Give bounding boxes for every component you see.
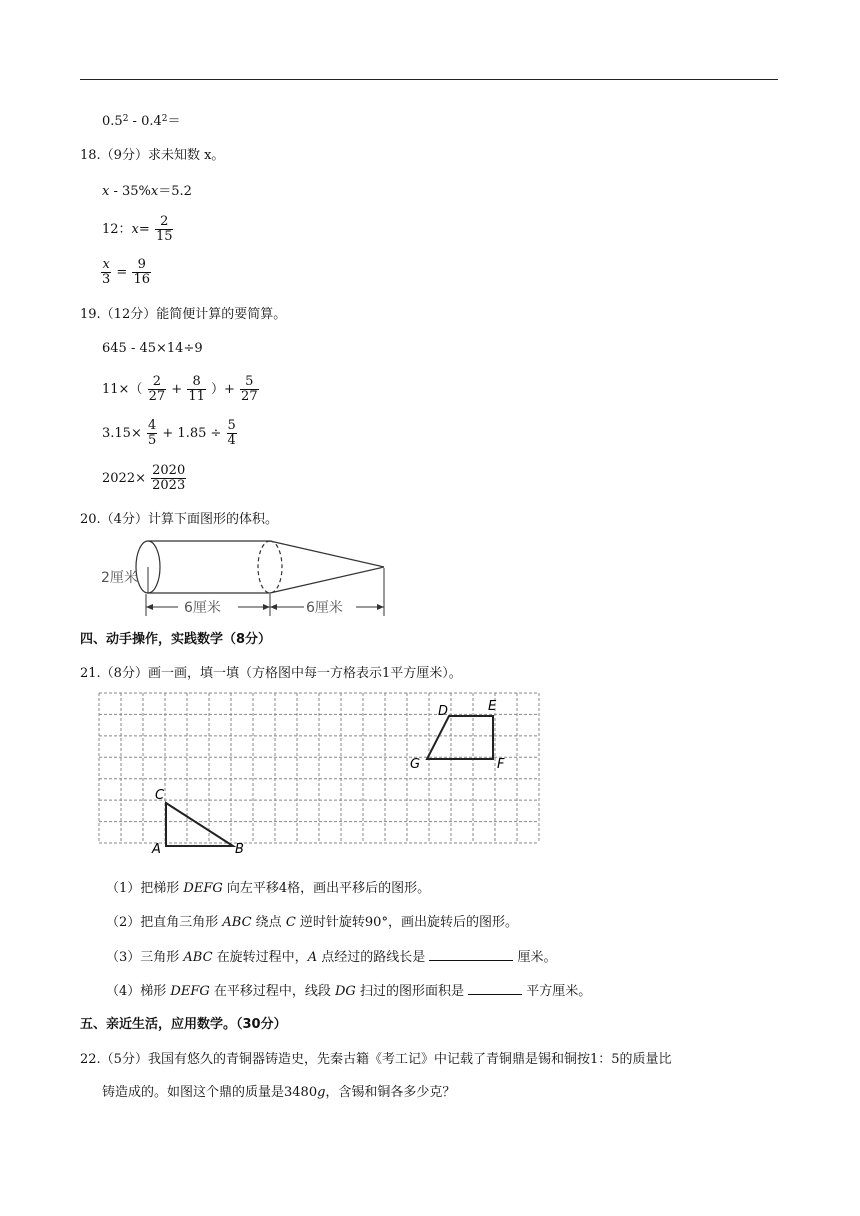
expr-19a: 645 - 45×14÷9 xyxy=(102,341,203,356)
triangle-abc xyxy=(166,803,233,846)
question-19: 19.（12分）能简便计算的要简算。 xyxy=(80,307,287,322)
trapezoid-defg xyxy=(427,716,493,759)
label-b: B xyxy=(235,842,244,857)
equation-18a: x - 35%x＝5.2 xyxy=(102,184,192,199)
cylinder-cone-figure xyxy=(98,536,390,622)
fraction: $\frac{4}{5}$ xyxy=(147,418,157,448)
equation-18b: 12：x= $\frac{2}{15}$ xyxy=(102,214,173,244)
radius-label: 2厘米 xyxy=(101,570,138,586)
fraction: $\frac{x}{3}$ xyxy=(102,257,111,287)
label-g: G xyxy=(410,757,421,772)
equation-18c: $\frac{x}{3}$ = $\frac{9}{16}$ xyxy=(102,257,151,287)
question-20: 20.（4分）计算下面图形的体积。 xyxy=(80,512,278,527)
square-grid-figure xyxy=(96,690,542,857)
length-label-cylinder: 6厘米 xyxy=(184,600,221,616)
question-21-4: （4）梯形 DEFG 在平移过程中，线段 DG 扫过的图形面积是 平方厘米。 xyxy=(106,984,592,999)
fraction: $\frac{2}{15}$ xyxy=(155,214,173,244)
header-rule xyxy=(80,79,778,80)
expr-squares: $0.5^2 - 0.4^2=$ xyxy=(102,114,181,129)
section-5-heading: 五、亲近生活，应用数学。（30分） xyxy=(80,1017,287,1032)
fraction: $\frac{5}{27}$ xyxy=(241,374,258,404)
fraction: $\frac{8}{11}$ xyxy=(188,374,205,404)
fraction: $\frac{5}{4}$ xyxy=(227,418,236,448)
question-21-2: （2）把直角三角形 ABC 绕点 C 逆时针旋转90°，画出旋转后的图形。 xyxy=(106,915,518,930)
question-21: 21.（8分）画一画，填一填（方格图中每一方格表示1平方厘米）。 xyxy=(80,666,462,681)
section-4-heading: 四、动手操作，实践数学（8分） xyxy=(80,632,272,647)
question-22-line-2: 铸造成的。如图这个鼎的质量是3480g，含锡和铜各多少克？ xyxy=(102,1085,456,1100)
question-21-3: （3）三角形 ABC 在旋转过程中，A 点经过的路线长是 厘米。 xyxy=(106,950,557,965)
label-a: A xyxy=(152,842,161,857)
length-label-cone: 6厘米 xyxy=(306,600,343,616)
expr-19c: 3.15× $\frac{4}{5}$ + 1.85 ÷ $\frac{5}{4}$ xyxy=(102,418,236,448)
fraction: $\frac{2}{27}$ xyxy=(148,374,166,404)
answer-blank-3[interactable] xyxy=(429,948,513,961)
label-d: D xyxy=(438,704,449,719)
answer-blank-4[interactable] xyxy=(468,982,522,995)
question-21-1: （1）把梯形 DEFG 向左平移4格，画出平移后的图形。 xyxy=(106,881,431,896)
label-e: E xyxy=(488,699,497,714)
expr-19b: 11×（ $\frac{2}{27}$ + $\frac{8}{11}$ ）+ $\frac{5}{27}$ xyxy=(102,374,258,404)
question-22-line-1: 22.（5分）我国有悠久的青铜器铸造史，先秦古籍《考工记》中记载了青铜鼎是锡和铜按1：5的质量比 xyxy=(80,1052,672,1067)
fraction: $\frac{2020}{2023}$ xyxy=(152,463,186,493)
fraction: $\frac{9}{16}$ xyxy=(133,257,151,287)
question-18: 18.（9分）求未知数 x。 xyxy=(80,148,225,163)
label-f: F xyxy=(497,757,505,772)
label-c: C xyxy=(155,788,165,803)
expr-19d: 2022× $\frac{2020}{2023}$ xyxy=(102,463,186,493)
